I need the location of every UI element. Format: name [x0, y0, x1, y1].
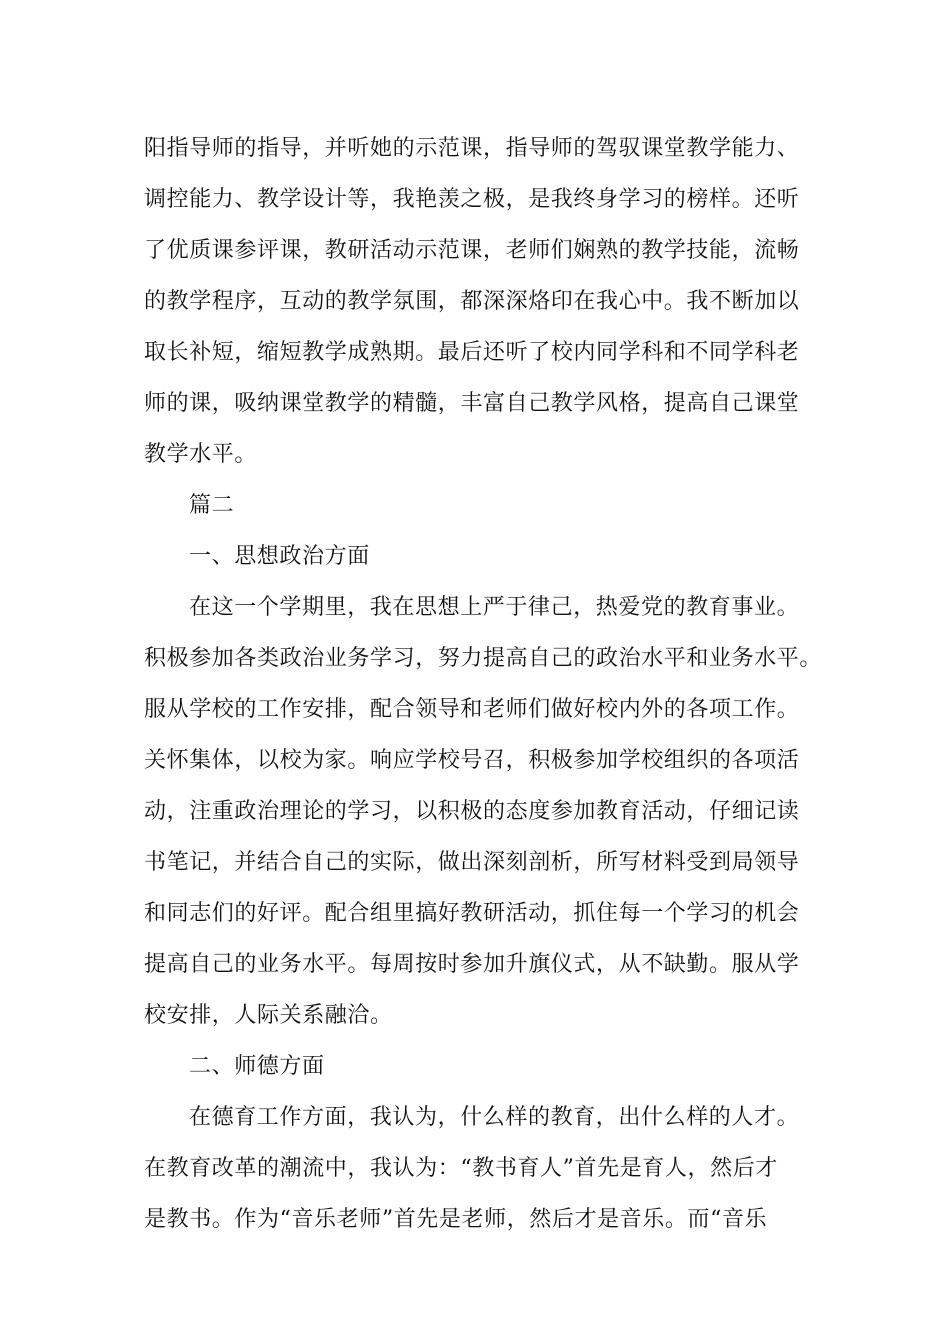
- text-line: 服从学校的工作安排，配合领导和老师们做好校内外的各项工作。: [144, 697, 800, 722]
- text-line: 是教书。作为“音乐老师”首先是老师，然后才是音乐。而“音乐: [144, 1207, 768, 1232]
- text-line: 取长补短，缩短教学成熟期。最后还听了校内同学科和不同学科老: [144, 340, 800, 365]
- section-heading: 二、师德方面: [189, 1054, 325, 1079]
- text-line: 的教学程序，互动的教学氛围，都深深烙印在我心中。我不断加以: [144, 289, 800, 314]
- text-line: 在教育改革的潮流中，我认为：“教书育人”首先是育人，然后才: [144, 1156, 778, 1181]
- text-line: 和同志们的好评。配合组里搞好教研活动，抓住每一个学习的机会: [144, 901, 800, 926]
- text-line: 关怀集体，以校为家。响应学校号召，积极参加学校组织的各项活: [144, 748, 800, 773]
- text-line: 动，注重政治理论的学习，以积极的态度参加教育活动，仔细记读: [144, 799, 800, 824]
- text-line: 阳指导师的指导，并听她的示范课，指导师的驾驭课堂教学能力、: [144, 136, 800, 161]
- text-line: 积极参加各类政治业务学习，努力提高自己的政治水平和业务水平。: [144, 646, 823, 671]
- section-heading: 篇二: [189, 493, 235, 518]
- text-line: 了优质课参评课，教研活动示范课，老师们娴熟的教学技能，流畅: [144, 238, 800, 263]
- text-line: 书笔记，并结合自己的实际，做出深刻剖析，所写材料受到局领导: [144, 850, 800, 875]
- text-line: 在德育工作方面，我认为，什么样的教育，出什么样的人才。: [189, 1105, 800, 1130]
- text-line: 师的课，吸纳课堂教学的精髓，丰富自己教学风格，提高自己课堂: [144, 391, 800, 416]
- text-line: 校安排，人际关系融洽。: [144, 1003, 393, 1028]
- section-heading: 一、思想政治方面: [189, 544, 370, 569]
- text-line: 教学水平。: [144, 442, 258, 467]
- text-line: 调控能力、教学设计等，我艳羡之极，是我终身学习的榜样。还听: [144, 187, 800, 212]
- text-line: 提高自己的业务水平。每周按时参加升旗仪式，从不缺勤。服从学: [144, 952, 800, 977]
- text-line: 在这一个学期里，我在思想上严于律己，热爱党的教育事业。: [189, 595, 800, 620]
